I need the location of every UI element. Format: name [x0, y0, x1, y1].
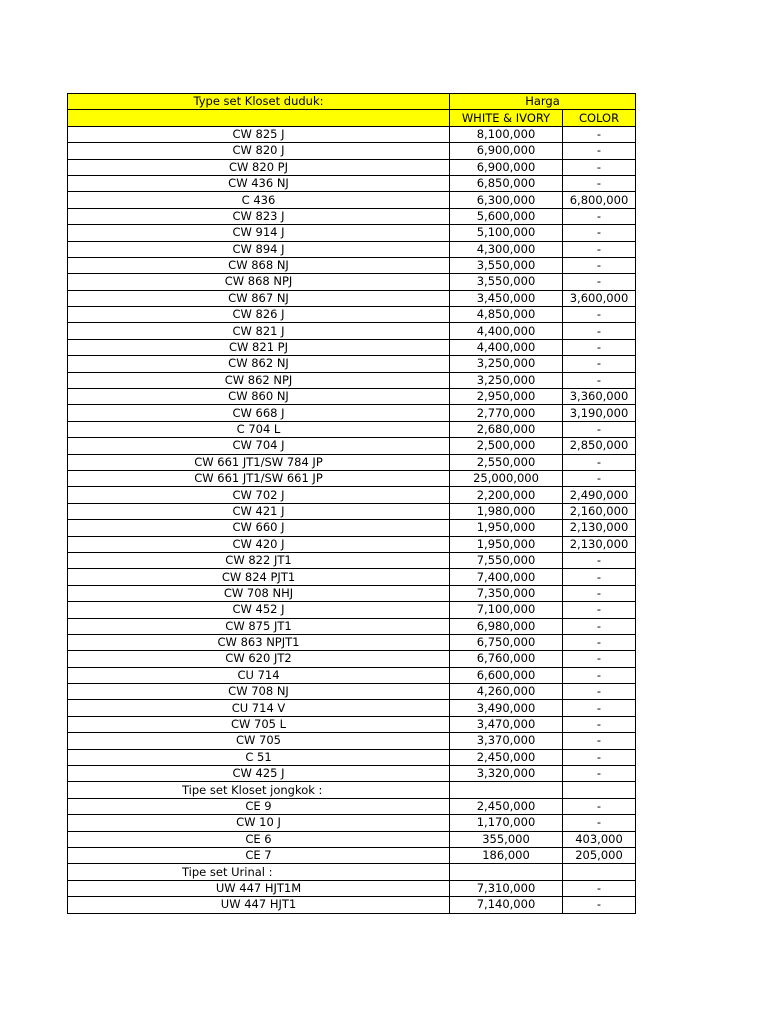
- type-cell: CE 6: [68, 831, 450, 847]
- white-ivory-price-cell: 25,000,000: [450, 470, 563, 486]
- type-cell: CW 436 NJ: [68, 175, 450, 191]
- table-row: [68, 766, 636, 782]
- empty-header-cell: [68, 110, 450, 126]
- white-ivory-price-cell: 6,300,000: [450, 192, 563, 208]
- table-row: [68, 208, 636, 224]
- color-price-cell: -: [563, 651, 636, 667]
- white-ivory-price-cell: 2,550,000: [450, 454, 563, 470]
- white-ivory-price-cell: 3,320,000: [450, 766, 563, 782]
- table-row: [68, 192, 636, 208]
- color-price-cell: -: [563, 274, 636, 290]
- white-ivory-price-cell: 7,550,000: [450, 552, 563, 568]
- price-header: Harga: [450, 94, 636, 110]
- type-cell: CW 862 NPJ: [68, 372, 450, 388]
- type-cell: CW 821 PJ: [68, 339, 450, 355]
- type-cell: CW 868 NJ: [68, 257, 450, 273]
- color-price-cell: -: [563, 175, 636, 191]
- table-row: [68, 126, 636, 142]
- color-price-cell: -: [563, 307, 636, 323]
- white-ivory-price-cell: 4,400,000: [450, 323, 563, 339]
- header-row-1: [68, 94, 636, 110]
- white-ivory-price-cell: 6,980,000: [450, 618, 563, 634]
- table-row: [68, 880, 636, 896]
- table-row: [68, 634, 636, 650]
- color-price-cell: -: [563, 618, 636, 634]
- white-ivory-price-cell: 6,750,000: [450, 634, 563, 650]
- type-cell: CW 824 PJT1: [68, 569, 450, 585]
- white-ivory-price-cell: 6,900,000: [450, 143, 563, 159]
- table-row: [68, 470, 636, 486]
- header-row-2: [68, 110, 636, 126]
- color-price-cell: -: [563, 454, 636, 470]
- type-cell: CW 661 JT1/SW 661 JP: [68, 470, 450, 486]
- white-ivory-price-cell: 3,450,000: [450, 290, 563, 306]
- color-price-cell: 2,160,000: [563, 503, 636, 519]
- white-ivory-price-cell: 7,350,000: [450, 585, 563, 601]
- white-ivory-price-cell: 1,170,000: [450, 815, 563, 831]
- white-ivory-price-cell: 3,550,000: [450, 257, 563, 273]
- table-row: [68, 815, 636, 831]
- color-price-cell: -: [563, 897, 636, 913]
- white-ivory-price-cell: 6,600,000: [450, 667, 563, 683]
- type-cell: CW 875 JT1: [68, 618, 450, 634]
- color-price-cell: 2,850,000: [563, 438, 636, 454]
- empty-cell: [450, 864, 563, 880]
- type-cell: CW 820 J: [68, 143, 450, 159]
- table-row: [68, 274, 636, 290]
- type-cell: CE 7: [68, 847, 450, 863]
- type-cell: CW 894 J: [68, 241, 450, 257]
- section-header-row: [68, 782, 636, 798]
- type-cell: CW 860 NJ: [68, 389, 450, 405]
- table-row: [68, 241, 636, 257]
- table-row: [68, 569, 636, 585]
- white-ivory-price-cell: 3,470,000: [450, 716, 563, 732]
- white-ivory-price-cell: 7,100,000: [450, 602, 563, 618]
- type-cell: CW 867 NJ: [68, 290, 450, 306]
- color-price-cell: -: [563, 585, 636, 601]
- type-cell: CW 708 NHJ: [68, 585, 450, 601]
- color-price-cell: -: [563, 126, 636, 142]
- type-cell: CW 661 JT1/SW 784 JP: [68, 454, 450, 470]
- table-row: [68, 749, 636, 765]
- section-header-row: [68, 864, 636, 880]
- color-price-cell: -: [563, 602, 636, 618]
- white-ivory-price-cell: 3,250,000: [450, 356, 563, 372]
- color-price-cell: -: [563, 634, 636, 650]
- white-ivory-price-cell: 2,200,000: [450, 487, 563, 503]
- type-cell: CW 826 J: [68, 307, 450, 323]
- table-row: [68, 602, 636, 618]
- empty-cell: [563, 782, 636, 798]
- table-row: [68, 585, 636, 601]
- white-ivory-price-cell: 5,100,000: [450, 225, 563, 241]
- color-price-cell: -: [563, 733, 636, 749]
- type-cell: CW 823 J: [68, 208, 450, 224]
- color-price-cell: -: [563, 339, 636, 355]
- color-price-cell: -: [563, 225, 636, 241]
- color-price-cell: -: [563, 798, 636, 814]
- type-cell: CW 868 NPJ: [68, 274, 450, 290]
- price-table: [67, 93, 636, 914]
- white-ivory-price-cell: 2,450,000: [450, 749, 563, 765]
- color-price-cell: -: [563, 470, 636, 486]
- white-ivory-price-cell: 4,260,000: [450, 684, 563, 700]
- type-cell: CW 704 J: [68, 438, 450, 454]
- white-ivory-price-cell: 3,550,000: [450, 274, 563, 290]
- table-row: [68, 421, 636, 437]
- type-cell: CU 714 V: [68, 700, 450, 716]
- color-price-cell: -: [563, 241, 636, 257]
- type-cell: CW 452 J: [68, 602, 450, 618]
- type-cell: CW 620 JT2: [68, 651, 450, 667]
- table-row: [68, 716, 636, 732]
- table-row: [68, 897, 636, 913]
- color-header: COLOR: [563, 110, 636, 126]
- table-row: [68, 847, 636, 863]
- type-cell: CW 820 PJ: [68, 159, 450, 175]
- color-price-cell: 3,600,000: [563, 290, 636, 306]
- color-price-cell: -: [563, 372, 636, 388]
- white-ivory-price-cell: 6,850,000: [450, 175, 563, 191]
- white-ivory-price-cell: 1,980,000: [450, 503, 563, 519]
- color-price-cell: 2,490,000: [563, 487, 636, 503]
- color-price-cell: -: [563, 716, 636, 732]
- white-ivory-price-cell: 6,760,000: [450, 651, 563, 667]
- type-cell: UW 447 HJT1: [68, 897, 450, 913]
- table-row: [68, 503, 636, 519]
- white-ivory-price-cell: 7,310,000: [450, 880, 563, 896]
- white-ivory-price-cell: 2,680,000: [450, 421, 563, 437]
- color-price-cell: 403,000: [563, 831, 636, 847]
- table-row: [68, 307, 636, 323]
- table-row: [68, 684, 636, 700]
- white-ivory-price-cell: 2,950,000: [450, 389, 563, 405]
- color-price-cell: -: [563, 323, 636, 339]
- color-price-cell: -: [563, 257, 636, 273]
- white-ivory-price-cell: 355,000: [450, 831, 563, 847]
- type-cell: CW 425 J: [68, 766, 450, 782]
- table-row: [68, 667, 636, 683]
- white-ivory-price-cell: 186,000: [450, 847, 563, 863]
- white-ivory-price-cell: 4,850,000: [450, 307, 563, 323]
- color-price-cell: -: [563, 880, 636, 896]
- type-cell: CE 9: [68, 798, 450, 814]
- type-cell: CW 825 J: [68, 126, 450, 142]
- table-row: [68, 618, 636, 634]
- table-row: [68, 225, 636, 241]
- white-ivory-price-cell: 3,370,000: [450, 733, 563, 749]
- type-header: Type set Kloset duduk:: [68, 94, 450, 110]
- color-price-cell: -: [563, 159, 636, 175]
- color-price-cell: 2,130,000: [563, 536, 636, 552]
- color-price-cell: -: [563, 208, 636, 224]
- table-row: [68, 733, 636, 749]
- white-ivory-price-cell: 7,140,000: [450, 897, 563, 913]
- type-cell: CW 421 J: [68, 503, 450, 519]
- type-cell: UW 447 HJT1M: [68, 880, 450, 896]
- table-row: [68, 405, 636, 421]
- table-row: [68, 831, 636, 847]
- table-row: [68, 536, 636, 552]
- color-price-cell: 3,360,000: [563, 389, 636, 405]
- white-ivory-price-cell: 1,950,000: [450, 520, 563, 536]
- type-cell: CW 668 J: [68, 405, 450, 421]
- color-price-cell: -: [563, 766, 636, 782]
- white-ivory-price-cell: 4,300,000: [450, 241, 563, 257]
- empty-cell: [563, 864, 636, 880]
- table-row: [68, 356, 636, 372]
- type-cell: CW 702 J: [68, 487, 450, 503]
- white-ivory-price-cell: 2,500,000: [450, 438, 563, 454]
- type-cell: CU 714: [68, 667, 450, 683]
- type-cell: CW 914 J: [68, 225, 450, 241]
- type-cell: CW 660 J: [68, 520, 450, 536]
- white-ivory-price-cell: 5,600,000: [450, 208, 563, 224]
- type-cell: CW 822 JT1: [68, 552, 450, 568]
- white-ivory-header: WHITE & IVORY: [450, 110, 563, 126]
- empty-cell: [450, 782, 563, 798]
- color-price-cell: -: [563, 356, 636, 372]
- table-row: [68, 257, 636, 273]
- color-price-cell: -: [563, 143, 636, 159]
- color-price-cell: -: [563, 684, 636, 700]
- table-row: [68, 487, 636, 503]
- color-price-cell: 205,000: [563, 847, 636, 863]
- table-row: [68, 143, 636, 159]
- white-ivory-price-cell: 4,400,000: [450, 339, 563, 355]
- table-row: [68, 520, 636, 536]
- table-row: [68, 175, 636, 191]
- color-price-cell: -: [563, 749, 636, 765]
- white-ivory-price-cell: 3,490,000: [450, 700, 563, 716]
- section-title: Tipe set Urinal :: [68, 864, 450, 880]
- section-title: Tipe set Kloset jongkok :: [68, 782, 450, 798]
- table-row: [68, 159, 636, 175]
- table-row: [68, 552, 636, 568]
- table-row: [68, 700, 636, 716]
- type-cell: C 51: [68, 749, 450, 765]
- table-row: [68, 323, 636, 339]
- type-cell: CW 705: [68, 733, 450, 749]
- type-cell: C 436: [68, 192, 450, 208]
- table-row: [68, 339, 636, 355]
- table-row: [68, 389, 636, 405]
- type-cell: C 704 L: [68, 421, 450, 437]
- table-row: [68, 798, 636, 814]
- color-price-cell: 2,130,000: [563, 520, 636, 536]
- color-price-cell: 3,190,000: [563, 405, 636, 421]
- table-row: [68, 372, 636, 388]
- type-cell: CW 10 J: [68, 815, 450, 831]
- white-ivory-price-cell: 1,950,000: [450, 536, 563, 552]
- color-price-cell: -: [563, 700, 636, 716]
- table-row: [68, 438, 636, 454]
- color-price-cell: -: [563, 667, 636, 683]
- white-ivory-price-cell: 7,400,000: [450, 569, 563, 585]
- type-cell: CW 821 J: [68, 323, 450, 339]
- color-price-cell: -: [563, 815, 636, 831]
- white-ivory-price-cell: 3,250,000: [450, 372, 563, 388]
- color-price-cell: -: [563, 552, 636, 568]
- white-ivory-price-cell: 2,770,000: [450, 405, 563, 421]
- white-ivory-price-cell: 6,900,000: [450, 159, 563, 175]
- table-row: [68, 290, 636, 306]
- color-price-cell: -: [563, 421, 636, 437]
- table-row: [68, 454, 636, 470]
- type-cell: CW 420 J: [68, 536, 450, 552]
- type-cell: CW 863 NPJT1: [68, 634, 450, 650]
- white-ivory-price-cell: 8,100,000: [450, 126, 563, 142]
- table-row: [68, 651, 636, 667]
- type-cell: CW 705 L: [68, 716, 450, 732]
- type-cell: CW 862 NJ: [68, 356, 450, 372]
- type-cell: CW 708 NJ: [68, 684, 450, 700]
- color-price-cell: 6,800,000: [563, 192, 636, 208]
- color-price-cell: -: [563, 569, 636, 585]
- white-ivory-price-cell: 2,450,000: [450, 798, 563, 814]
